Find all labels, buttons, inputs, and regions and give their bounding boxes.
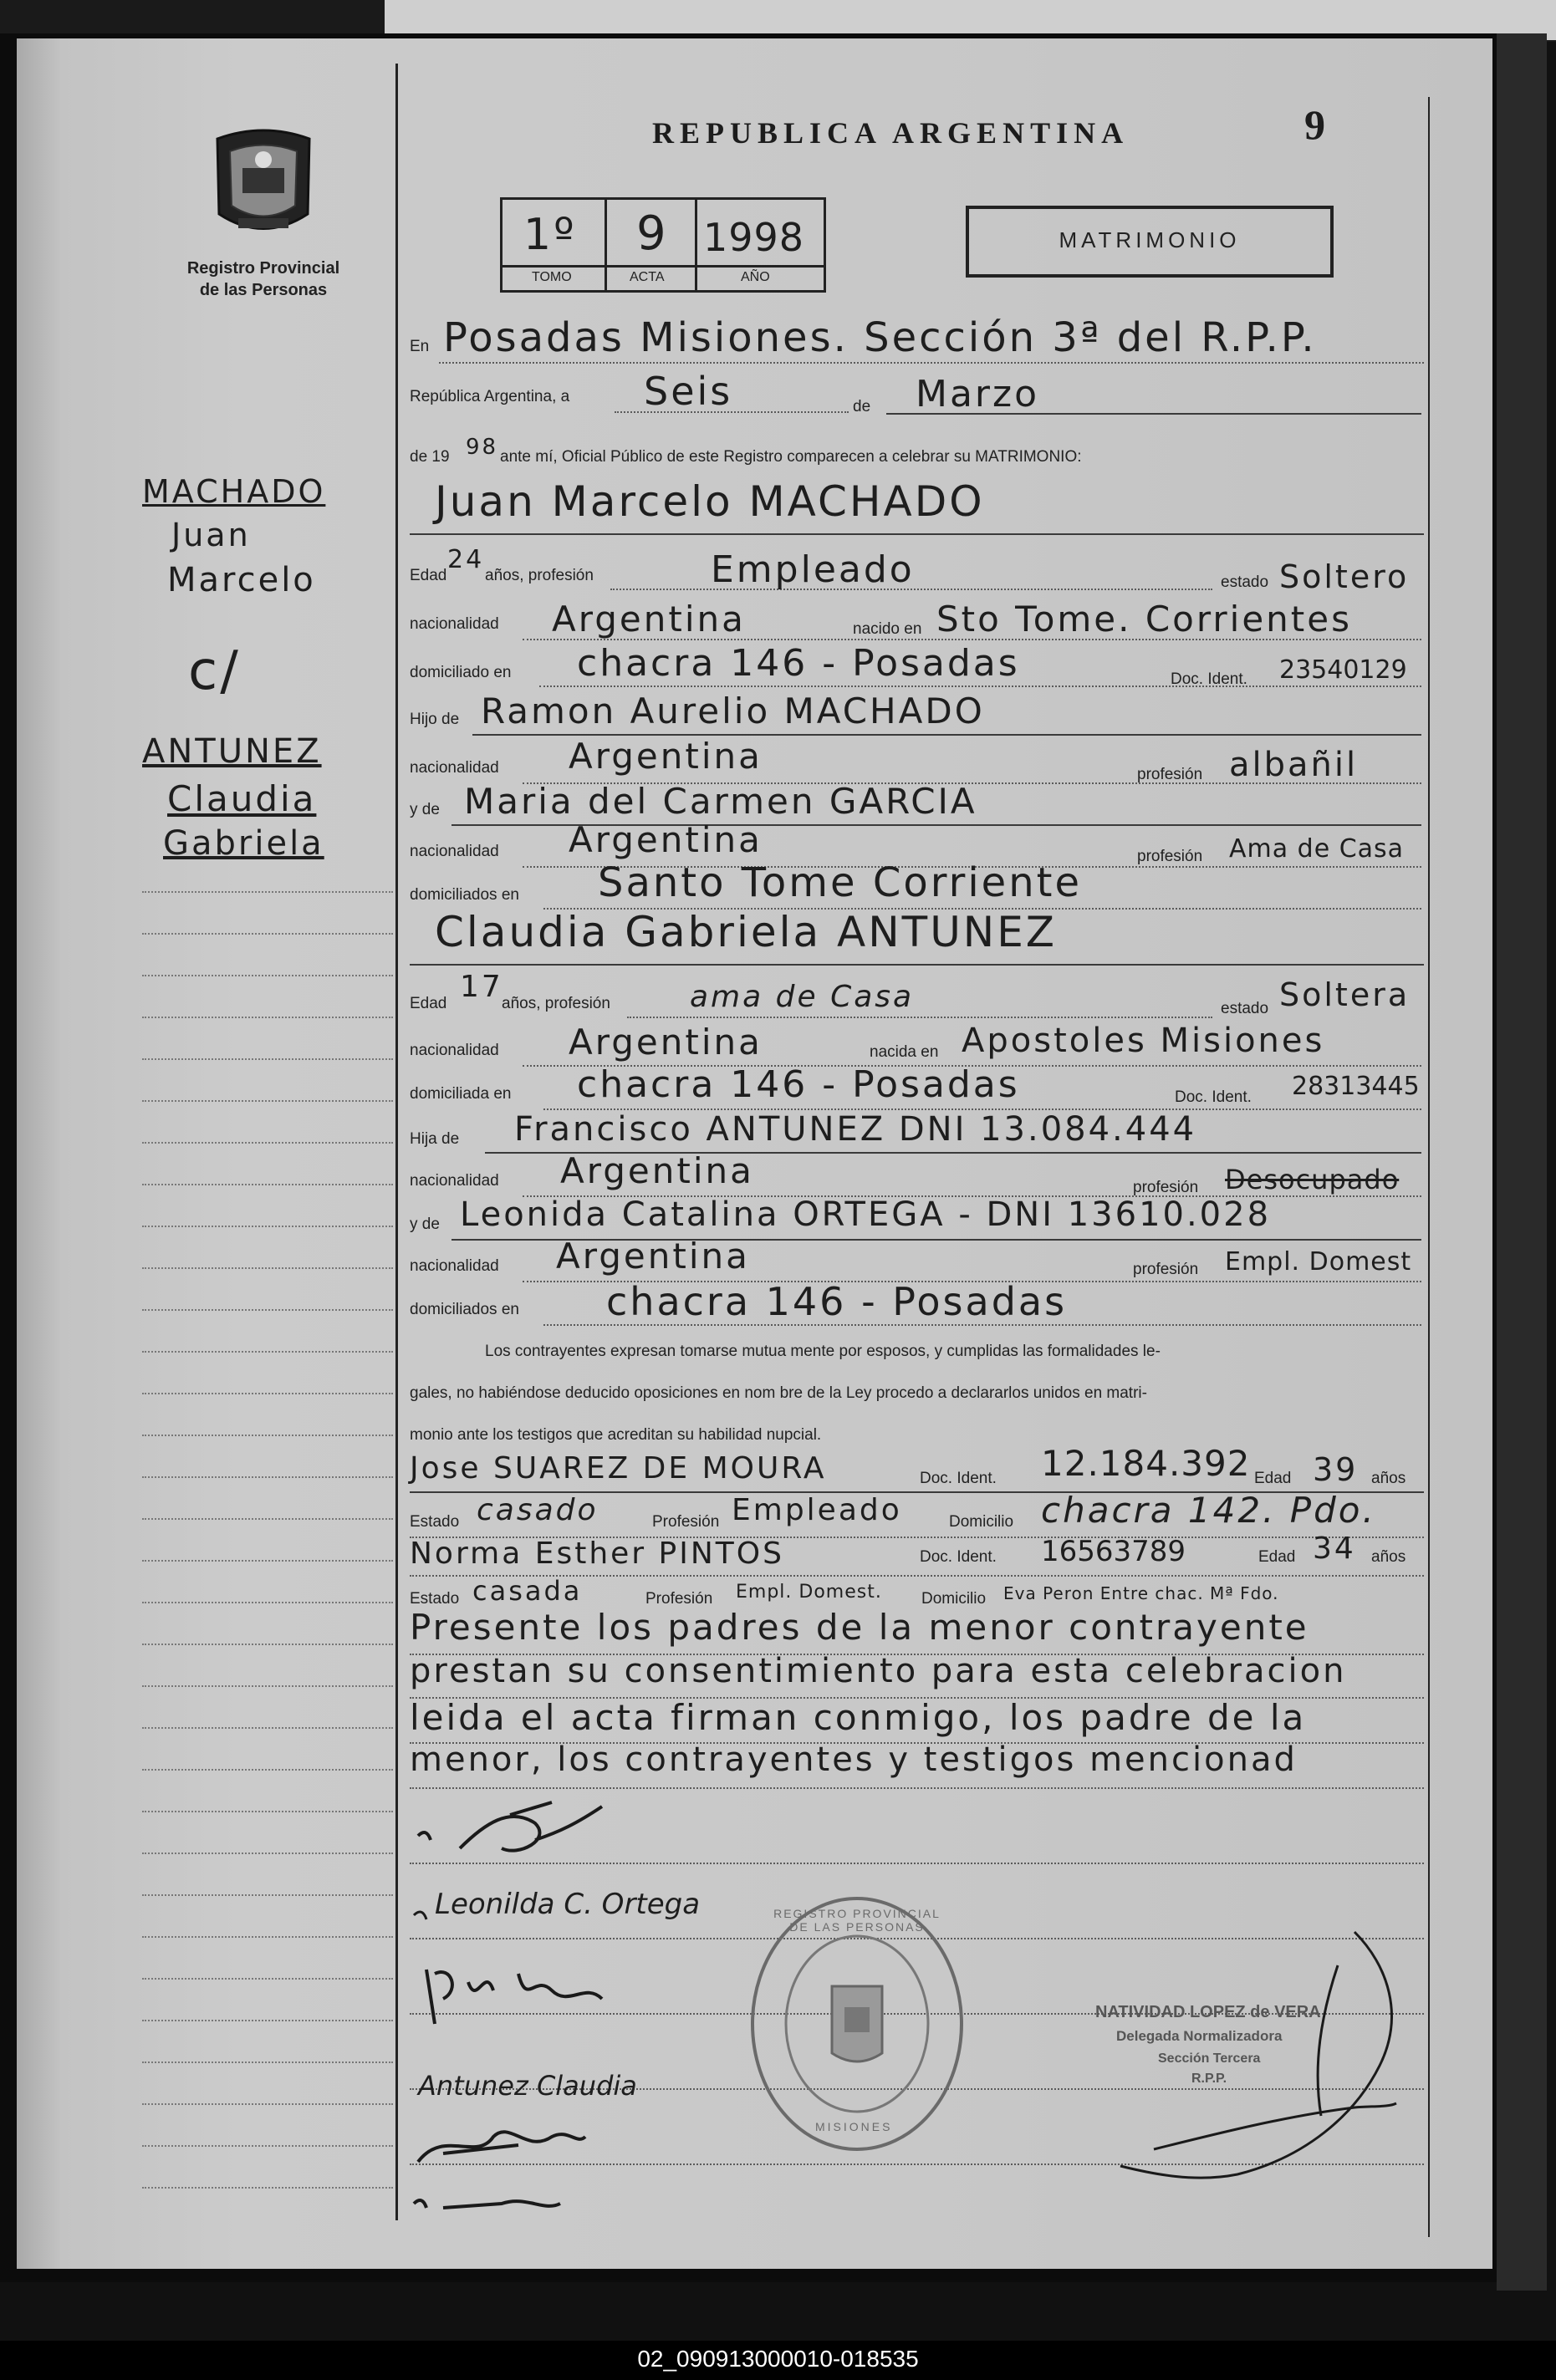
witness-1-prof-label: Profesión xyxy=(652,1513,720,1531)
witness-2-dom-label: Domicilio xyxy=(921,1590,987,1608)
groom-nationality: Argentina xyxy=(552,599,746,640)
seal-bottom-text: MISIONES xyxy=(815,2120,893,2133)
groom-father-nat: Argentina xyxy=(569,736,763,777)
witness-2-doc: 16563789 xyxy=(1041,1535,1186,1568)
witness-1-name: Jose SUAREZ DE MOURA xyxy=(410,1451,827,1486)
margin-secondname-bride: Gabriela xyxy=(163,824,324,863)
groom-age: 24 xyxy=(447,545,485,574)
witness-2-edad-label: Edad xyxy=(1258,1548,1296,1566)
bride-mother-prof: Empl. Domest xyxy=(1225,1247,1412,1277)
registry-emblem-icon xyxy=(209,122,318,243)
witness-2-estado-label: Estado xyxy=(410,1590,460,1608)
witness-1-estado-label: Estado xyxy=(410,1513,460,1531)
witness-2-doc-label: Doc. Ident. xyxy=(920,1548,997,1566)
margin-firstname-groom: Juan xyxy=(171,517,251,553)
witness-2-prof: Empl. Domest. xyxy=(736,1582,882,1603)
bride-father-nat: Argentina xyxy=(560,1150,754,1191)
witness-1-edad-label: Edad xyxy=(1254,1470,1292,1487)
bride-doc: 28313445 xyxy=(1292,1072,1420,1101)
file-identifier: 02_090913000010-018535 xyxy=(637,2346,919,2372)
witness-1-estado: casado xyxy=(477,1493,599,1527)
signature-witness-1 xyxy=(410,2112,594,2183)
registry-name: Registro Provincial de las Personas xyxy=(186,259,340,299)
bride-profession-label: años, profesión xyxy=(502,995,610,1012)
bride-mother-nat: Argentina xyxy=(556,1236,750,1277)
bride-age: 17 xyxy=(460,970,503,1004)
witness-1-dom-label: Domicilio xyxy=(949,1513,1014,1531)
signature-groom xyxy=(410,1790,627,1886)
signature-bride-mother-text: Leonilda C. Ortega xyxy=(435,1888,701,1921)
groom-profession: Empleado xyxy=(711,548,915,591)
formula-line-3: monio ante los testigos que acreditan su habilidad nupcial. xyxy=(410,1426,822,1444)
note-line-1: Presente los padres de la menor contrayente xyxy=(410,1607,1309,1648)
witness-1-age: 39 xyxy=(1313,1451,1359,1488)
witness-2-name: Norma Esther PINTOS xyxy=(410,1537,784,1571)
groom-mother-prof-label: profesión xyxy=(1137,848,1203,865)
bride-hija-label: Hija de xyxy=(410,1130,460,1148)
groom-domicile: chacra 146 - Posadas xyxy=(577,642,1020,685)
tomo-value: 1º xyxy=(523,210,577,260)
groom-nat-label: nacionalidad xyxy=(410,615,499,633)
acta-label: ACTA xyxy=(630,270,665,284)
margin-surname-bride: ANTUNEZ xyxy=(142,732,322,771)
groom-name: Juan Marcelo MACHADO xyxy=(435,477,985,526)
seal-ring-text: REGISTRO PROVINCIAL DE LAS PERSONAS xyxy=(773,1907,941,1934)
witness-1-doc: 12.184.392 xyxy=(1041,1443,1251,1484)
record-type-box xyxy=(966,206,1334,278)
bride-mother: Leonida Catalina ORTEGA - DNI 13610.028 xyxy=(460,1195,1272,1234)
register-page xyxy=(17,38,1492,2269)
officer-org: R.P.P. xyxy=(1191,2072,1227,2086)
margin-conjunction: c/ xyxy=(188,640,241,702)
bride-nationality: Argentina xyxy=(569,1022,763,1063)
country-heading: REPUBLICA ARGENTINA xyxy=(652,116,1130,150)
groom-father-prof: albañil xyxy=(1229,746,1359,784)
bride-father-prof: Desocupado xyxy=(1225,1164,1400,1195)
place-value: Posadas Misiones. Sección 3ª del R.P.P. xyxy=(443,314,1317,361)
bride-yde-label: y de xyxy=(410,1215,440,1233)
tomo-acta-box xyxy=(500,197,826,293)
witness-2-estado: casada xyxy=(472,1575,583,1607)
officer-section: Sección Tercera xyxy=(1158,2051,1261,2066)
groom-estado: Soltero xyxy=(1279,558,1410,595)
column-divider xyxy=(395,64,398,2220)
groom-birthplace: Sto Tome. Corrientes xyxy=(936,599,1352,640)
month-value: Marzo xyxy=(916,373,1040,415)
bride-name: Claudia Gabriela ANTUNEZ xyxy=(435,908,1058,956)
witness-1-dom: chacra 142. Pdo. xyxy=(1041,1490,1376,1531)
groom-yde-label: y de xyxy=(410,801,440,818)
bride-mother-prof-label: profesión xyxy=(1133,1261,1199,1278)
bride-parents-dom: chacra 146 - Posadas xyxy=(606,1279,1068,1324)
formula-line-2: gales, no habiéndose deducido oposiciones en nom bre de la Ley procedo a declararlos unidos en matri- xyxy=(410,1384,1147,1402)
anio-label: AÑO xyxy=(741,270,770,284)
groom-father-prof-label: profesión xyxy=(1137,766,1203,783)
bride-dom-label: domiciliada en xyxy=(410,1085,512,1103)
groom-doc: 23540129 xyxy=(1279,655,1407,685)
officer-title: Delegada Normalizadora xyxy=(1116,2028,1283,2044)
groom-hijo-label: Hijo de xyxy=(410,711,460,728)
right-border-line xyxy=(1428,97,1430,2237)
officer-name: NATIVIDAD LOPEZ de VERA xyxy=(1095,2003,1321,2021)
note-line-3: leida el acta firman conmigo, los padre de la xyxy=(410,1697,1307,1738)
signature-bride-text: Antunez Claudia xyxy=(418,2070,637,2102)
bride-father-nat-label: nacionalidad xyxy=(410,1172,499,1190)
witness-1-anos-label: años xyxy=(1371,1470,1406,1487)
de-label: de xyxy=(853,398,871,415)
bride-birthplace: Apostoles Misiones xyxy=(962,1022,1325,1060)
signature-witness-2 xyxy=(410,2179,594,2233)
witness-2-dom: Eva Peron Entre chac. Mª Fdo. xyxy=(1003,1583,1279,1603)
year-value: 98 xyxy=(466,435,499,460)
bride-edad-label: Edad xyxy=(410,995,447,1012)
groom-profession-label: años, profesión xyxy=(485,567,594,584)
formula-text: ante mí, Oficial Público de este Registro comparecen a celebrar su MATRIMONIO: xyxy=(500,448,1082,466)
witness-1-prof: Empleado xyxy=(732,1493,902,1527)
bride-nat-label: nacionalidad xyxy=(410,1042,499,1059)
tomo-label: TOMO xyxy=(532,270,572,284)
bride-domicile: chacra 146 - Posadas xyxy=(577,1063,1020,1106)
formula-line-1: Los contrayentes expresan tomarse mutua mente por esposos, y cumplidas las formalidades le- xyxy=(485,1343,1161,1360)
anio-value: 1998 xyxy=(703,215,805,260)
en-label: En xyxy=(410,338,430,355)
bride-nacida-label: nacida en xyxy=(870,1043,939,1061)
bride-doc-label: Doc. Ident. xyxy=(1175,1088,1252,1106)
groom-parents-dom-label: domiciliados en xyxy=(410,886,519,904)
republica-label: República Argentina, a xyxy=(410,388,570,405)
groom-mother-nat: Argentina xyxy=(569,819,763,860)
officer-signature xyxy=(1070,1915,1421,2204)
day-value: Seis xyxy=(644,369,733,414)
signature-bride-father xyxy=(410,1957,627,2036)
groom-father: Ramon Aurelio MACHADO xyxy=(481,691,985,731)
bride-parents-dom-label: domiciliados en xyxy=(410,1301,519,1318)
margin-secondname-groom: Marcelo xyxy=(167,561,316,599)
groom-nacido-label: nacido en xyxy=(853,620,922,638)
groom-edad-label: Edad xyxy=(410,567,447,584)
groom-mother-nat-label: nacionalidad xyxy=(410,843,499,860)
page-number: 9 xyxy=(1304,101,1325,148)
bride-father: Francisco ANTUNEZ DNI 13.084.444 xyxy=(514,1110,1197,1149)
groom-dom-label: domiciliado en xyxy=(410,664,512,681)
year-prefix: de 19 xyxy=(410,448,450,466)
bride-estado-label: estado xyxy=(1221,1000,1269,1017)
groom-mother: Maria del Carmen GARCIA xyxy=(464,781,977,822)
bride-estado: Soltera xyxy=(1279,976,1411,1013)
bride-mother-nat-label: nacionalidad xyxy=(410,1257,499,1275)
groom-estado-label: estado xyxy=(1221,573,1269,591)
margin-surname-groom: MACHADO xyxy=(142,473,326,510)
bride-father-prof-label: profesión xyxy=(1133,1179,1199,1196)
margin-firstname-bride: Claudia xyxy=(167,778,317,819)
witness-1-doc-label: Doc. Ident. xyxy=(920,1470,997,1487)
witness-2-anos-label: años xyxy=(1371,1548,1406,1566)
book-edge xyxy=(1497,33,1547,2291)
record-type: MATRIMONIO xyxy=(1059,227,1241,252)
note-line-4: menor, los contrayentes y testigos mencionad xyxy=(410,1740,1298,1779)
witness-2-age: 34 xyxy=(1313,1531,1356,1566)
groom-doc-label: Doc. Ident. xyxy=(1171,670,1247,688)
note-line-2: prestan su consentimiento para esta celebracion xyxy=(410,1652,1347,1690)
groom-father-nat-label: nacionalidad xyxy=(410,759,499,777)
groom-mother-prof: Ama de Casa xyxy=(1229,834,1405,864)
acta-value: 9 xyxy=(636,206,669,261)
bride-profession: ama de Casa xyxy=(690,980,915,1014)
witness-2-prof-label: Profesión xyxy=(645,1590,713,1608)
groom-parents-dom: Santo Tome Corriente xyxy=(598,859,1082,906)
